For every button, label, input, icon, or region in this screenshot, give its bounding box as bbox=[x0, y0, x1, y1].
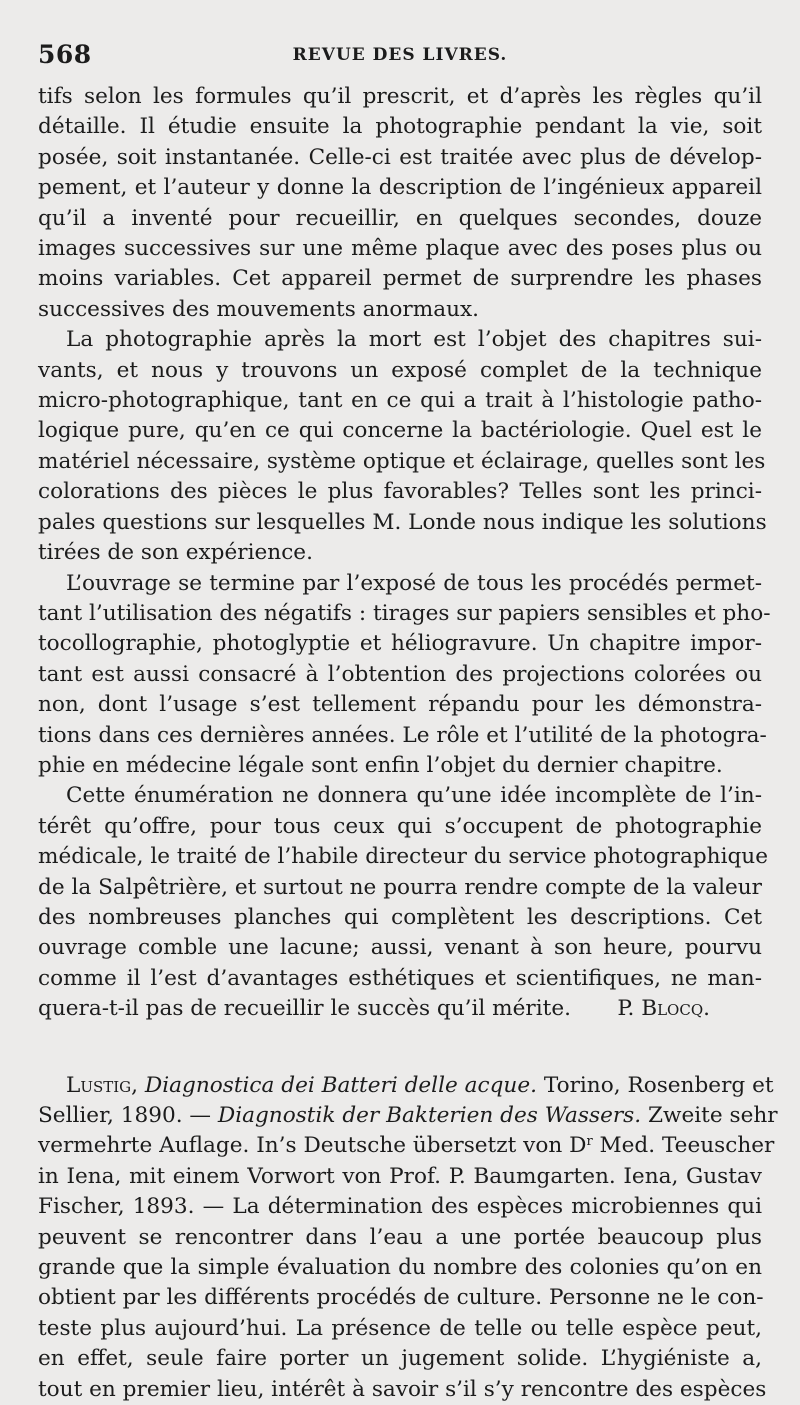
text-line-with-signature bbox=[38, 994, 762, 1024]
text-line: micro-photographique, tant en ce qui a trait à l’histologie patho- bbox=[38, 388, 762, 414]
text-fragment: vermehrte Auflage. In’s Deutsche übersetzt von D bbox=[38, 1133, 587, 1159]
text-line: térêt qu’offre, pour tous ceux qui s’occupent de photographie bbox=[38, 813, 762, 839]
text-line: tant est aussi consacré à l’obtention des projections colorées ou bbox=[38, 661, 762, 687]
text-fragment: Med. Teeuscher bbox=[592, 1133, 775, 1159]
text-line: logique pure, qu’en ce qui concerne la bactériologie. Quel est le bbox=[38, 418, 762, 444]
text-line: en effet, seule faire porter un jugement solide. L’hygiéniste a, bbox=[38, 1346, 762, 1372]
text-line: non, dont l’usage s’est tellement répandu pour les démonstra- bbox=[38, 692, 762, 718]
superscript: r bbox=[586, 1134, 593, 1150]
page-number: 568 bbox=[38, 40, 92, 69]
text-line: images successives sur une même plaque avec des poses plus ou bbox=[38, 236, 762, 262]
text-line: Cette énumération ne donnera qu’une idée incomplète de l’in- bbox=[66, 783, 762, 809]
text-line: Fischer, 1893. — La détermination des espèces microbiennes qui bbox=[38, 1194, 762, 1220]
text-fragment: Sellier, 1890. — bbox=[38, 1103, 218, 1128]
text-line: des nombreuses planches qui complètent les descriptions. Cet bbox=[38, 904, 762, 930]
text-line: comme il l’est d’avantages esthétiques et scientifiques, ne man- bbox=[38, 965, 762, 991]
text-line: La photographie après la mort est l’objet des chapitres sui- bbox=[66, 327, 762, 353]
text-line: qu’il a inventé pour recueillir, en quelques secondes, douze bbox=[38, 205, 762, 231]
section-gap bbox=[38, 1025, 762, 1071]
text-line bbox=[38, 1071, 774, 1101]
text-line: moins variables. Cet appareil permet de surprendre les phases bbox=[38, 266, 762, 292]
book-title-german: Diagnostik der Bakterien des Wassers. bbox=[217, 1103, 642, 1128]
text-line: tout en premier lieu, intérêt à savoir s’il s’y rencontre des espèces bbox=[38, 1376, 767, 1402]
running-title: REVUE DES LIVRES. bbox=[292, 45, 508, 65]
text-line: médicale, le traité de l’habile directeur du service photographique bbox=[38, 844, 768, 870]
text-line: phie en médecine légale sont enfin l’objet du dernier chapitre. bbox=[38, 752, 723, 778]
text-line: teste plus aujourd’hui. La présence de telle ou telle espèce peut, bbox=[38, 1315, 762, 1341]
text-line: tant l’utilisation des négatifs : tirages sur papiers sensibles et pho- bbox=[38, 600, 771, 626]
body-text bbox=[38, 82, 778, 1405]
text-line: colorations des pièces le plus favorables? Telles sont les princi- bbox=[38, 479, 762, 505]
text-line: pement, et l’auteur y donne la description de l’ingénieux appareil bbox=[38, 175, 762, 201]
text-line: tirées de son expérience. bbox=[38, 540, 313, 566]
review-author: Lustig, bbox=[66, 1072, 139, 1098]
running-header bbox=[38, 40, 762, 80]
text-line: tocollographie, photoglyptie et héliogravure. Un chapitre impor- bbox=[38, 631, 762, 657]
text-line bbox=[38, 1101, 778, 1131]
review-photographie bbox=[38, 82, 771, 1025]
text-line: in Iena, mit einem Vorwort von Prof. P. Baumgarten. Iena, Gustav bbox=[38, 1163, 762, 1189]
text-line: pales questions sur lesquelles M. Londe nous indique les solutions bbox=[38, 509, 767, 535]
publication-info: Torino, Rosenberg et bbox=[536, 1072, 774, 1098]
text-line: obtient par les différents procédés de culture. Personne ne le con- bbox=[38, 1285, 764, 1311]
text-line: posée, soit instantanée. Celle-ci est traitée avec plus de dévelop- bbox=[38, 144, 762, 170]
text-line: ouvrage comble une lacune; aussi, venant à son heure, pourvu bbox=[38, 935, 762, 961]
text-line: matériel nécessaire, système optique et éclairage, quelles sont les bbox=[38, 448, 766, 474]
text-line: détaille. Il étudie ensuite la photographie pendant la vie, soit bbox=[38, 114, 762, 140]
text-line: grande que la simple évaluation du nombre des colonies qu’on en bbox=[38, 1255, 762, 1281]
text-line: tifs selon les formules qu’il prescrit, et d’après les règles qu’il bbox=[38, 84, 762, 109]
text-line: successives des mouvements anormaux. bbox=[38, 296, 480, 322]
text-line: peuvent se rencontrer dans l’eau a une portée beaucoup plus bbox=[38, 1224, 762, 1250]
review-lustig bbox=[38, 1071, 778, 1405]
text-line: vants, et nous y trouvons un exposé complet de la technique bbox=[38, 357, 762, 383]
text-line: quera-t-il pas de recueillir le succès qu’il mérite. bbox=[38, 996, 571, 1022]
book-title-italian: Diagnostica dei Batteri delle acque. bbox=[144, 1072, 537, 1098]
text-fragment: Zweite sehr bbox=[641, 1103, 778, 1128]
text-line: L’ouvrage se termine par l’exposé de tous les procédés permet- bbox=[66, 570, 762, 596]
text-line bbox=[38, 1131, 775, 1161]
text-line: de la Salpêtrière, et surtout ne pourra rendre compte de la valeur bbox=[38, 874, 762, 900]
signature: P. Blocq. bbox=[617, 996, 710, 1022]
text-line: tions dans ces dernières années. Le rôle et l’utilité de la photogra- bbox=[38, 722, 767, 748]
